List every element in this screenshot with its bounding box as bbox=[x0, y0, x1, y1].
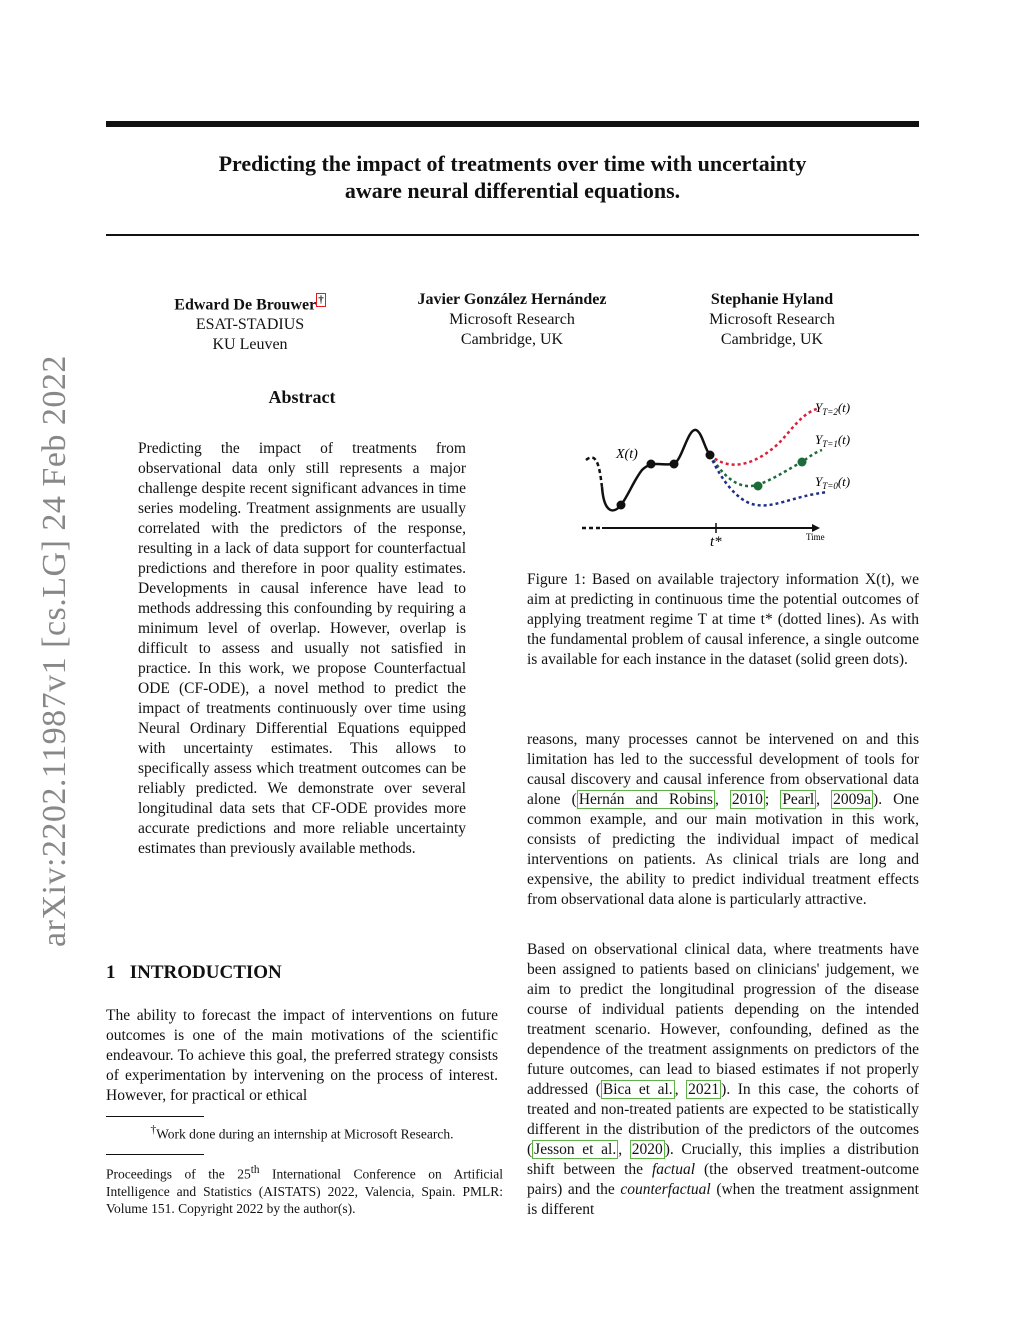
outcome-y1-trajectory bbox=[710, 450, 822, 486]
citation-link[interactable]: Pearl bbox=[782, 791, 815, 808]
observation-point bbox=[670, 460, 679, 469]
section-number: 1 bbox=[106, 962, 116, 983]
factual-trajectory-dotted bbox=[586, 457, 602, 487]
factual-outcome-dot bbox=[754, 482, 763, 491]
emphasis-text: counterfactual bbox=[620, 1181, 711, 1198]
author-name: Edward De Brouwer bbox=[174, 296, 317, 314]
citation-link[interactable]: 2009a bbox=[833, 791, 872, 808]
paragraph-text: Based on observational clinical data, where treatments have been assigned to patients based on clinicians' judgement, we aim to predict the longitudinal progression of the disease course of individual patients depending on the intended treatment scenario. However, confounding, defined as the dependence of the treatment assignments on predictors of the future outcomes, can lead to biased estimates if not properly addressed ( bbox=[527, 941, 919, 1098]
section-heading-introduction bbox=[106, 962, 282, 984]
label-y0: $Y_{T=0}(t)$ bbox=[815, 474, 851, 491]
proceedings-note bbox=[106, 1162, 503, 1217]
intro-paragraph-left: The ability to forecast the impact of interventions on future outcomes is one of the main motivations of the scientific endeavour. To achieve this goal, the preferred strategy consists of experimentation by intervening on the process of interest. However, for practical or ethical bbox=[106, 1007, 498, 1104]
author-2 bbox=[382, 290, 642, 350]
paragraph-text: , bbox=[618, 1141, 630, 1158]
title-line-2: aware neural differential equations. bbox=[344, 178, 681, 203]
author-1 bbox=[140, 290, 360, 355]
intro-paragraph-right-1 bbox=[527, 730, 919, 910]
label-y1: $Y_{T=1}(t)$ bbox=[815, 432, 851, 449]
author-affiliation: Microsoft Research bbox=[449, 311, 575, 328]
proceedings-text: International Conference on Artificial Intelligence and Statistics (AISTATS) 2022, Valencia, Spain. PMLR: Volume 151. Copyright 2022 by the author(s). bbox=[106, 1166, 503, 1216]
observation-point bbox=[706, 451, 715, 460]
observation-point bbox=[617, 501, 626, 510]
label-y2: $Y_{T=2}(t)$ bbox=[815, 400, 851, 417]
paragraph-text: ). Crucially, this implies a distribution shift between the bbox=[527, 1141, 919, 1178]
footnote-text: Work done during an internship at Microsoft Research. bbox=[156, 1126, 454, 1142]
proceedings-text: Proceedings of the 25 bbox=[106, 1166, 251, 1182]
author-affiliation: ESAT-STADIUS bbox=[195, 316, 305, 334]
author-footnote-link[interactable]: † bbox=[318, 294, 324, 306]
label-time: Time bbox=[806, 532, 825, 542]
author-affiliation: Cambridge, UK bbox=[720, 331, 824, 348]
figure-1-caption: Figure 1: Based on available trajectory information X(t), we aim at predicting in continuous time the potential outcomes of applying treatment regime T at time t* (dotted lines). As with the fundamental problem of causal inference, a single outcome is available for each instance in the dataset (solid green dots). bbox=[527, 571, 919, 668]
paragraph-text: (when the treatment assignment is different bbox=[527, 1181, 919, 1218]
emphasis-text: factual bbox=[651, 1161, 696, 1178]
paragraph-text: ). One common example, and our main motivation in this work, consists of predicting the individual impact of medical interventions on patients. As clinical trials are long and expensive, the ability to predict individual treatment effects from observational data alone is particularly attractive. bbox=[527, 791, 919, 908]
factual-outcome-dot bbox=[798, 458, 807, 467]
figure-1-diagram bbox=[572, 392, 872, 552]
abstract-text: Predicting the impact of treatments from observational data only still represents a major challenge despite recent significant advances in time series modeling. Treatment assignments are usually correlated with the predictors of the response, resulting in a lack of data support for counterfactual predictions and therefore in poor quality estimates. Developments in causal inference have lead to methods addressing this confounding by requiring a minimum level of overlap. However, overlap is difficult to assess and usually not satisfied in practice. In this work, we propose Counterfactual ODE (CF-ODE), a novel method to predict the impact of treatments continuously over time using Neural Ordinary Differential Equations equipped with uncertainty estimates. This allows to specifically assess which treatment outcomes can be reliably predicted. We demonstrate over several longitudinal data sets that CF-ODE provides more accurate predictions and more reliable uncertainty estimates than previously available methods. bbox=[138, 440, 466, 857]
citation-link[interactable]: Jesson et al. bbox=[534, 1141, 617, 1158]
paragraph-text: reasons, many processes cannot be intervened on and this limitation has led to the successful development of tools for causal discovery and causal inference from observational data alone ( bbox=[527, 731, 919, 808]
paragraph-text: ). In this case, the cohorts of treated and non-treated patients are expected to be statistically different in the distribution of the predictors of the outcomes ( bbox=[527, 1081, 920, 1158]
paragraph-text: (the observed treatment-outcome pairs) and the bbox=[527, 1161, 919, 1198]
author-3 bbox=[662, 290, 882, 350]
observation-point bbox=[647, 460, 656, 469]
proceedings-rule bbox=[106, 1154, 204, 1155]
title-bottom-rule bbox=[106, 234, 919, 236]
proceedings-ordinal: th bbox=[250, 1164, 260, 1176]
section-title: INTRODUCTION bbox=[129, 962, 282, 983]
author-affiliation: KU Leuven bbox=[212, 336, 288, 354]
paragraph-text: , bbox=[714, 791, 730, 808]
author-affiliation: Cambridge, UK bbox=[460, 331, 564, 348]
abstract-heading: Abstract bbox=[268, 387, 336, 407]
paragraph-text: , bbox=[816, 791, 832, 808]
arxiv-identifier: arXiv:2202.11987v1 [cs.LG] 24 Feb 2022 bbox=[36, 355, 73, 947]
title-line-1: Predicting the impact of treatments over time with uncertainty bbox=[218, 151, 807, 176]
footnote-rule bbox=[106, 1116, 204, 1117]
citation-link[interactable]: 2020 bbox=[631, 1141, 663, 1158]
title-top-rule bbox=[106, 121, 919, 127]
factual-trajectory bbox=[602, 430, 710, 510]
paragraph-text: ; bbox=[764, 791, 781, 808]
time-axis-arrow bbox=[812, 524, 820, 532]
label-tstar: t* bbox=[710, 534, 722, 550]
paragraph-text: , bbox=[674, 1081, 687, 1098]
label-x-of-t: X(t) bbox=[616, 447, 638, 462]
author-name: Javier González Hernández bbox=[417, 291, 607, 308]
citation-link[interactable]: 2010 bbox=[731, 791, 763, 808]
author-affiliation: Microsoft Research bbox=[709, 311, 835, 328]
author-name: Stephanie Hyland bbox=[710, 291, 834, 308]
footnote-mark: † bbox=[150, 1124, 157, 1136]
footnote bbox=[106, 1122, 498, 1143]
citation-link[interactable]: Hernán and Robins bbox=[578, 791, 713, 808]
intro-paragraph-right-2 bbox=[527, 940, 919, 1220]
outcome-y2-trajectory bbox=[710, 408, 820, 465]
citation-link[interactable]: 2021 bbox=[688, 1081, 720, 1098]
citation-link[interactable]: Bica et al. bbox=[602, 1081, 673, 1098]
paper-title bbox=[106, 150, 919, 204]
